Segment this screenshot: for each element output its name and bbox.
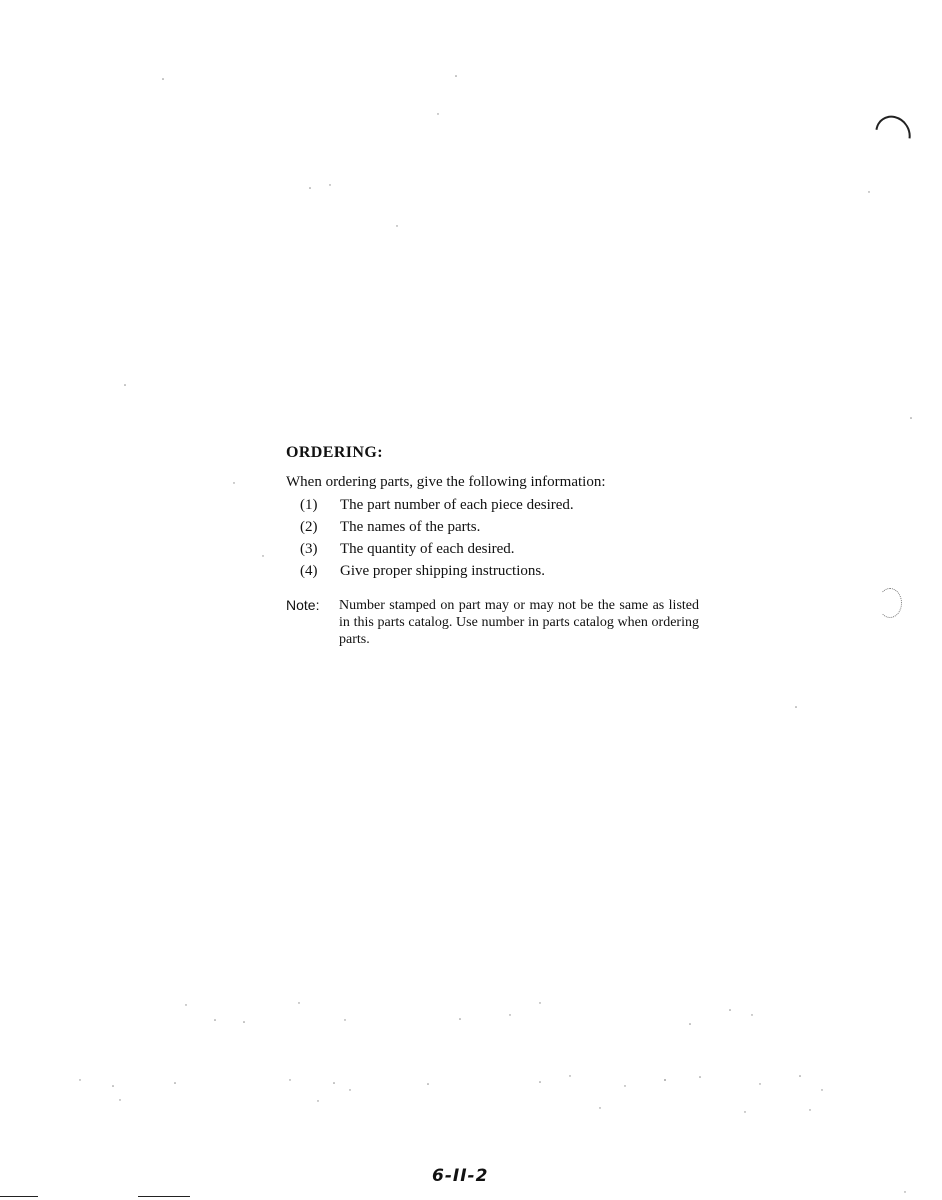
list-item-text: The names of the parts. bbox=[340, 519, 481, 535]
note-label: Note: bbox=[286, 597, 320, 613]
note-text: Number stamped on part may or may not be the same as listed in this parts catalog. Use number in parts catalog when ordering parts. bbox=[339, 598, 699, 647]
list-item-number: (1) bbox=[300, 497, 318, 513]
section-heading: ORDERING: bbox=[286, 444, 383, 461]
list-item-text: The part number of each piece desired. bbox=[340, 497, 574, 513]
intro-paragraph: When ordering parts, give the following information: bbox=[286, 474, 606, 490]
page-marker: 6-II-2 bbox=[432, 1166, 489, 1186]
list-item-text: Give proper shipping instructions. bbox=[340, 563, 545, 579]
list-item-text: The quantity of each desired. bbox=[340, 541, 515, 557]
list-item-number: (2) bbox=[300, 519, 318, 535]
list-item-number: (4) bbox=[300, 563, 318, 579]
list-item-number: (3) bbox=[300, 541, 318, 557]
